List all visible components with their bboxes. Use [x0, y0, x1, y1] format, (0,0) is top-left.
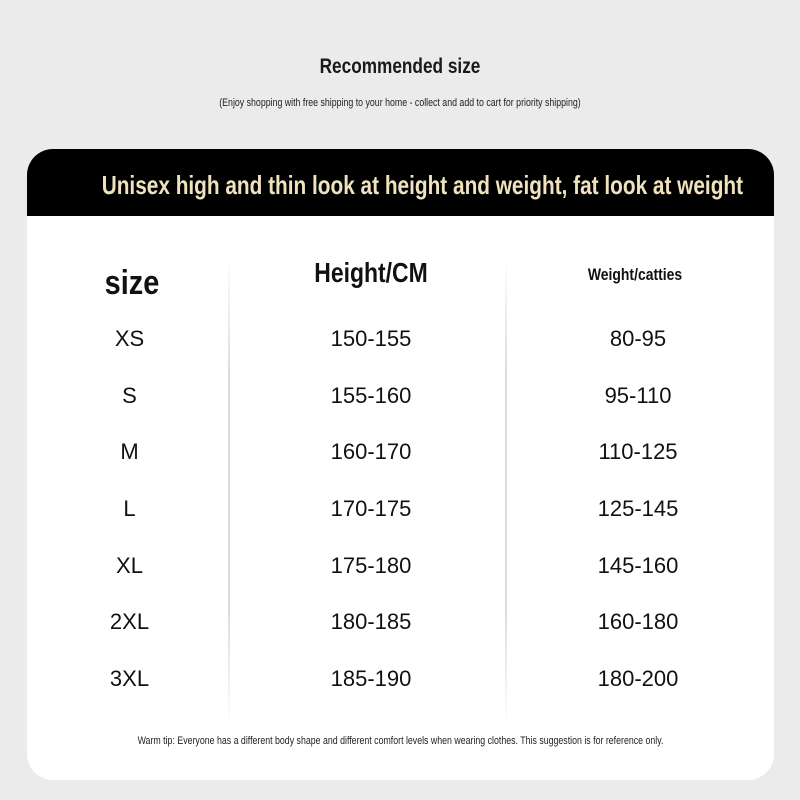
size-cell: 3XL: [109, 666, 150, 691]
weight-cell: 125-145: [597, 496, 679, 521]
column-header-height: Height/CM: [314, 257, 428, 288]
height-cell: 170-175: [330, 496, 412, 521]
weight-cell: 145-160: [597, 553, 679, 578]
height-cell: 160-170: [330, 439, 412, 464]
height-cell: 175-180: [330, 553, 412, 578]
size-chart-card: [27, 149, 774, 780]
page-subtitle: (Enjoy shopping with free shipping to your home - collect and add to cart for priority shipping): [219, 97, 581, 109]
weight-cell: 110-125: [598, 439, 678, 464]
weight-cell: 95-110: [604, 383, 672, 408]
column-header-size: size: [104, 264, 160, 302]
page-title: Recommended size: [319, 55, 481, 78]
size-cell: M: [120, 439, 139, 464]
height-cell: 180-185: [330, 609, 412, 634]
size-cell: L: [123, 496, 136, 521]
weight-cell: 180-200: [597, 666, 679, 691]
size-cell: 2XL: [109, 609, 150, 634]
height-cell: 150-155: [330, 326, 412, 351]
size-cell: S: [122, 383, 137, 408]
weight-cell: 80-95: [609, 326, 667, 351]
column-header-weight: Weight/catties: [587, 265, 683, 284]
warm-tip: Warm tip: Everyone has a different body shape and different comfort levels when wearing clothes. This suggestion is for reference only.: [137, 735, 664, 747]
banner: [27, 149, 774, 216]
column-divider-2: [505, 254, 507, 729]
weight-cell: 160-180: [597, 609, 679, 634]
banner-text: Unisex high and thin look at height and weight, fat look at weight: [101, 170, 744, 200]
column-divider-1: [228, 254, 230, 729]
size-cell: XS: [114, 326, 145, 351]
height-cell: 155-160: [330, 383, 412, 408]
height-cell: 185-190: [330, 666, 412, 691]
size-cell: XL: [116, 553, 143, 578]
